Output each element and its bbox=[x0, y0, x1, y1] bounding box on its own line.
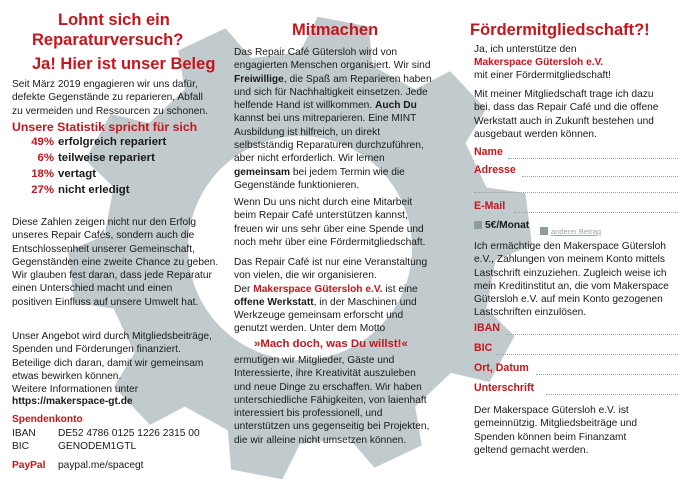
text-line bbox=[234, 112, 440, 125]
checkbox-icon[interactable] bbox=[474, 221, 482, 229]
iban-field[interactable] bbox=[506, 334, 678, 335]
text-line bbox=[234, 166, 440, 179]
text-line: defekte Gegenstände zu reparieren, Abfall bbox=[12, 92, 203, 104]
checkbox-icon[interactable] bbox=[540, 227, 548, 235]
text-line: zu vermeiden und Ressourcen zu schonen. bbox=[12, 105, 208, 117]
text-run: genutzt werden. Unter dem Motto bbox=[234, 323, 386, 335]
text-line: gemeinnützig. Mitgliedsbeiträge und bbox=[474, 418, 638, 430]
emphasis: gemeinsam bbox=[234, 166, 291, 178]
text-line: unseres Repair Cafés, sondern auch die bbox=[12, 230, 195, 242]
text-line: positiven Einfluss auf unsere Umwelt hat. bbox=[12, 296, 199, 308]
text-run: von vielen, die wir organisieren. bbox=[234, 270, 377, 282]
text-line bbox=[234, 46, 440, 59]
text-line: Entschlossenheit unserer Gemeinschaft, bbox=[12, 243, 195, 255]
right-title: Fördermitgliedschaft?! bbox=[470, 21, 650, 39]
bic-label: BIC bbox=[12, 441, 29, 452]
option-other[interactable] bbox=[540, 221, 601, 239]
stat-value: 27% bbox=[31, 184, 54, 196]
text-line: Gütersloh e.V. auf mein Konto gezogenen bbox=[474, 294, 663, 306]
text-line: ausgebaut werden können. bbox=[474, 128, 597, 140]
text-line: interessiert bis professionell, und bbox=[234, 408, 383, 420]
paypal-label: PayPal bbox=[12, 460, 46, 471]
text-line: Lastschrift einzuziehen. Zugleich weise ich bbox=[474, 267, 667, 279]
bic-value: GENODEM1GTL bbox=[58, 441, 137, 452]
text-line: mein Kreditinstitut an, die vom Makerspace bbox=[474, 280, 669, 292]
text-run: engagierten Menschen organisiert. Wir sind bbox=[234, 60, 431, 72]
text-line: Ich ermächtige den Makerspace Gütersloh bbox=[474, 241, 666, 252]
stat-value: 18% bbox=[31, 168, 54, 180]
text-line bbox=[234, 269, 440, 282]
left-title-line1: Lohnt sich ein bbox=[58, 11, 170, 29]
stat-label: vertagt bbox=[58, 168, 96, 180]
text-run: , in der Maschinen und bbox=[313, 296, 417, 308]
text-line: Mit meiner Mitgliedschaft trage ich dazu bbox=[474, 89, 654, 100]
text-run: kannst bei uns mitreparieren. Eine MINT bbox=[234, 113, 417, 125]
text-line: Unser Angebot wird durch Mitgliedsbeiträge, bbox=[12, 331, 212, 342]
text-run: Das Repair Café ist nur eine Veranstaltung bbox=[234, 257, 428, 268]
left-subtitle: Ja! Hier ist unser Beleg bbox=[32, 55, 216, 73]
bic-field-label: BIC bbox=[474, 342, 493, 354]
text-line: etwas bewirken können. bbox=[12, 370, 122, 382]
text-line bbox=[234, 283, 440, 296]
text-line: Werkstatt auch in Zukunft bestehen und bbox=[474, 115, 654, 127]
stat-value: 49% bbox=[31, 136, 54, 148]
bic-field[interactable] bbox=[496, 354, 678, 355]
text-run: selbstständig Reparaturen durchzuführen, bbox=[234, 140, 424, 152]
paypal-link[interactable]: paypal.me/spacegt bbox=[58, 460, 144, 471]
text-line: unterstützen uns gegenseitig bei Projekten, bbox=[234, 421, 430, 433]
funding-text bbox=[12, 330, 222, 396]
text-line: Interessierte, ihre Kreativität auszuleben bbox=[234, 368, 416, 380]
text-line: Diese Zahlen zeigen nicht nur den Erfolg bbox=[12, 217, 197, 228]
stat-label: nicht erledigt bbox=[58, 184, 130, 196]
text-line: beim Repair Café unterstützen kannst, bbox=[234, 210, 408, 222]
address-field-line-2[interactable] bbox=[474, 192, 678, 193]
org-name-inline: Makerspace Gütersloh e.V. bbox=[253, 283, 383, 295]
stats-title: Unsere Statistik spricht für sich bbox=[12, 120, 198, 134]
right-paragraph-1 bbox=[474, 88, 684, 141]
emphasis: offene Werkstatt bbox=[234, 296, 314, 308]
text-line: Der Makerspace Gütersloh e.V. ist bbox=[474, 405, 629, 416]
address-label: Adresse bbox=[474, 164, 516, 176]
stat-value: 6% bbox=[37, 152, 54, 164]
right-paragraph-3 bbox=[474, 404, 684, 457]
middle-title: Mitmachen bbox=[292, 21, 379, 39]
text-run: und sich für Nachhaltigkeit einsetzen. Jede bbox=[234, 86, 428, 98]
text-run: Der bbox=[234, 283, 254, 295]
right-intro-2: mit einer Fördermitgliedschaft! bbox=[474, 70, 612, 81]
email-label: E-Mail bbox=[474, 200, 506, 212]
text-line bbox=[234, 59, 440, 72]
text-line bbox=[234, 139, 440, 152]
stat-label: erfolgreich repariert bbox=[58, 136, 167, 148]
text-run: Das Repair Café Gütersloh wird von bbox=[234, 47, 398, 58]
right-intro-1: Ja, ich unterstütze den bbox=[474, 44, 577, 55]
emphasis: Auch Du bbox=[375, 100, 417, 112]
option-other-label: anderer Betrag bbox=[551, 227, 602, 236]
text-line bbox=[234, 99, 440, 112]
middle-paragraph-2 bbox=[234, 196, 440, 249]
text-line: Gegenständen eine zweite Chance zu geben. bbox=[12, 256, 219, 268]
text-run: ist eine bbox=[382, 283, 418, 295]
text-line: die wir alleine nicht umsetzen können. bbox=[234, 434, 407, 446]
text-run: Ausbildung ist hilfreich, un direkt bbox=[234, 126, 381, 138]
text-line: Seit März 2019 engagieren wir uns dafür, bbox=[12, 79, 198, 90]
text-line bbox=[234, 126, 440, 139]
iban-label: IBAN bbox=[12, 428, 36, 439]
email-field[interactable] bbox=[514, 212, 678, 213]
text-line: e.V., Zahlungen von meinem Konto mittels bbox=[474, 254, 666, 266]
text-run: bei jedem Termin wie die bbox=[290, 166, 405, 178]
iban-value: DE52 4786 0125 1226 2315 00 bbox=[58, 428, 200, 439]
left-title-line2: Reparaturversuch? bbox=[32, 31, 184, 49]
org-name: Makerspace Gütersloh e.V. bbox=[474, 57, 604, 68]
text-line: Wir glauben fest daran, dass jede Reparatur bbox=[12, 270, 212, 282]
address-field[interactable] bbox=[522, 176, 678, 177]
stat-label: teilweise repariert bbox=[58, 152, 155, 164]
text-line bbox=[234, 86, 440, 99]
text-line: und neue Dinge zu erschaffen. Wir haben bbox=[234, 381, 422, 393]
left-intro bbox=[12, 78, 222, 118]
text-run: Gegenstände funktionieren. bbox=[234, 179, 360, 191]
left-body bbox=[12, 216, 222, 309]
text-line: Spenden und Förderungen finanziert. bbox=[12, 344, 181, 356]
text-line: unterschiedliche Fähigkeiten, von laienhaft bbox=[234, 394, 427, 406]
text-line: geltend gemacht werden. bbox=[474, 444, 589, 456]
signature-field[interactable] bbox=[546, 394, 678, 395]
motto: »Mach doch, was Du willst!« bbox=[254, 338, 408, 350]
text-line bbox=[234, 179, 440, 192]
text-line bbox=[234, 322, 440, 335]
text-line bbox=[234, 152, 440, 165]
text-line bbox=[234, 296, 440, 309]
text-line: Beteilige dich daran, damit wir gemeinsam bbox=[12, 357, 204, 369]
website-link[interactable]: https://makerspace-gt.de bbox=[12, 396, 133, 407]
middle-paragraph-4 bbox=[234, 354, 440, 447]
right-paragraph-2 bbox=[474, 240, 684, 320]
text-line bbox=[234, 309, 440, 322]
text-line bbox=[234, 256, 440, 269]
text-line: einen Unterschied macht und einen bbox=[12, 283, 173, 295]
text-line: bei, dass das Repair Café und die offene bbox=[474, 102, 659, 114]
emphasis: Freiwillige bbox=[234, 73, 284, 85]
text-line: Weitere Informationen unter bbox=[12, 384, 139, 396]
text-line: Lastschriften einzulösen. bbox=[474, 307, 587, 319]
text-line: Wenn Du uns nicht durch eine Mitarbeit bbox=[234, 197, 413, 208]
option-monthly[interactable] bbox=[474, 220, 529, 231]
text-run: aber nicht erforderlich. Wir lernen bbox=[234, 153, 385, 165]
text-line: ermutigen wir Mitglieder, Gäste und bbox=[234, 355, 395, 366]
place-date-label: Ort, Datum bbox=[474, 362, 529, 374]
text-run: helfende Hand ist willkommen. bbox=[234, 100, 375, 112]
text-line: Spenden können beim Finanzamt bbox=[474, 431, 627, 443]
signature-label: Unterschrift bbox=[474, 382, 535, 394]
text-line: noch mehr über eine Fördermitgliedschaft. bbox=[234, 236, 426, 248]
text-run: , die Spaß am Reparieren haben bbox=[283, 73, 432, 85]
middle-paragraph-3 bbox=[234, 256, 440, 336]
text-line: freuen wir uns sehr über eine Spende und bbox=[234, 223, 424, 235]
option-monthly-label: 5€/Monat bbox=[485, 220, 530, 231]
name-field[interactable] bbox=[508, 158, 678, 159]
text-line bbox=[234, 73, 440, 86]
middle-paragraph-1 bbox=[234, 46, 440, 192]
name-label: Name bbox=[474, 146, 503, 158]
text-run: Werkzeuge gemeinsam erforscht und bbox=[234, 310, 404, 322]
iban-field-label: IBAN bbox=[474, 322, 500, 334]
place-date-field[interactable] bbox=[536, 374, 678, 375]
account-title: Spendenkonto bbox=[12, 414, 83, 425]
